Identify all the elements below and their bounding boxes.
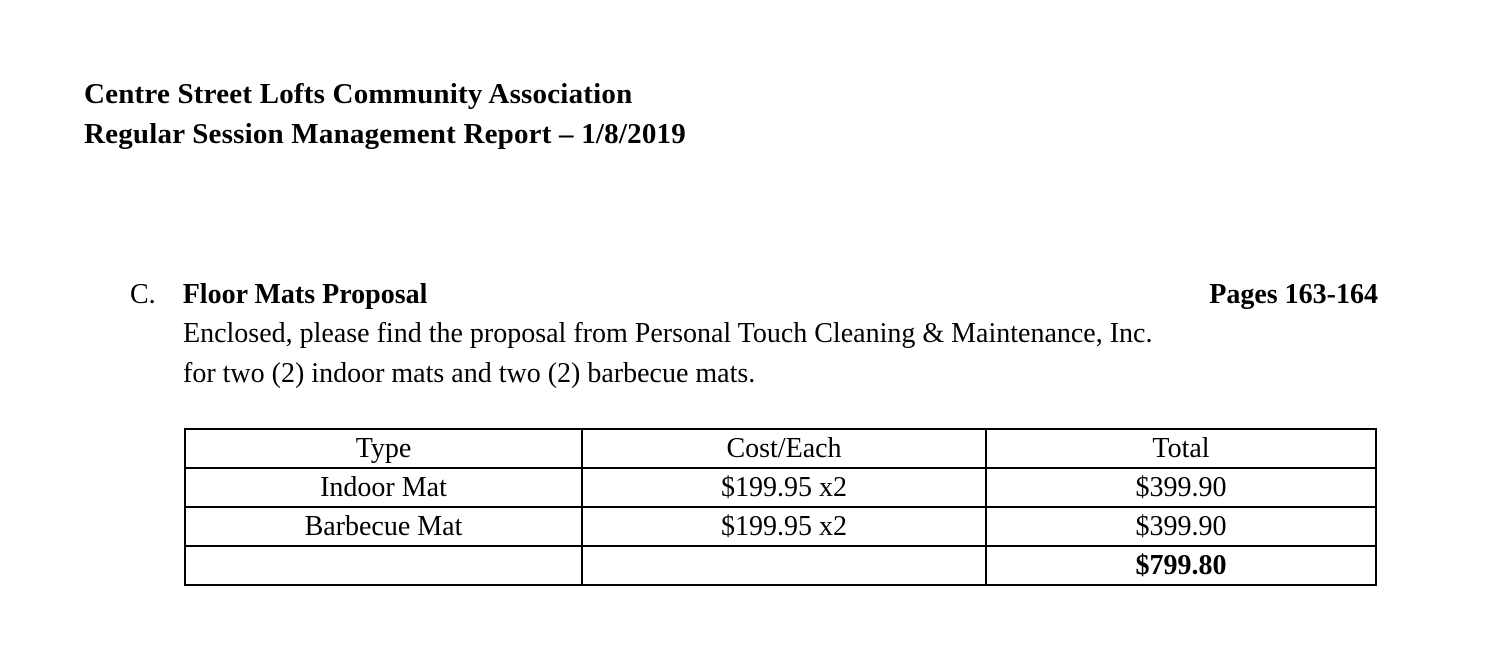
section-letter: C.	[130, 279, 156, 310]
cell-type-empty	[185, 546, 582, 585]
body-line-1: Enclosed, please find the proposal from Personal Touch Cleaning & Maintenance, Inc.	[183, 318, 1153, 349]
cell-grand-total: $799.80	[986, 546, 1376, 585]
report-header	[84, 74, 686, 154]
cell-total: $399.90	[986, 468, 1376, 507]
table-row	[185, 507, 1376, 546]
section-title: Floor Mats Proposal	[182, 279, 428, 310]
table-row	[185, 468, 1376, 507]
section-heading	[130, 278, 1378, 312]
cell-cost-empty	[582, 546, 986, 585]
page-reference: Pages 163-164	[1209, 279, 1378, 310]
table-total-row	[185, 546, 1376, 585]
section-body	[183, 314, 1403, 394]
table-header-row	[185, 429, 1376, 468]
header-cell-cost: Cost/Each	[582, 429, 986, 468]
cell-cost: $199.95 x2	[582, 468, 986, 507]
header-cell-type: Type	[185, 429, 582, 468]
cell-type: Barbecue Mat	[185, 507, 582, 546]
header-cell-total: Total	[986, 429, 1376, 468]
cell-type: Indoor Mat	[185, 468, 582, 507]
association-name: Centre Street Lofts Community Association	[84, 78, 633, 110]
cell-cost: $199.95 x2	[582, 507, 986, 546]
report-title: Regular Session Management Report – 1/8/2019	[84, 118, 686, 150]
cell-total: $399.90	[986, 507, 1376, 546]
body-line-2: for two (2) indoor mats and two (2) barbecue mats.	[183, 358, 756, 389]
floor-mats-table	[184, 428, 1377, 586]
